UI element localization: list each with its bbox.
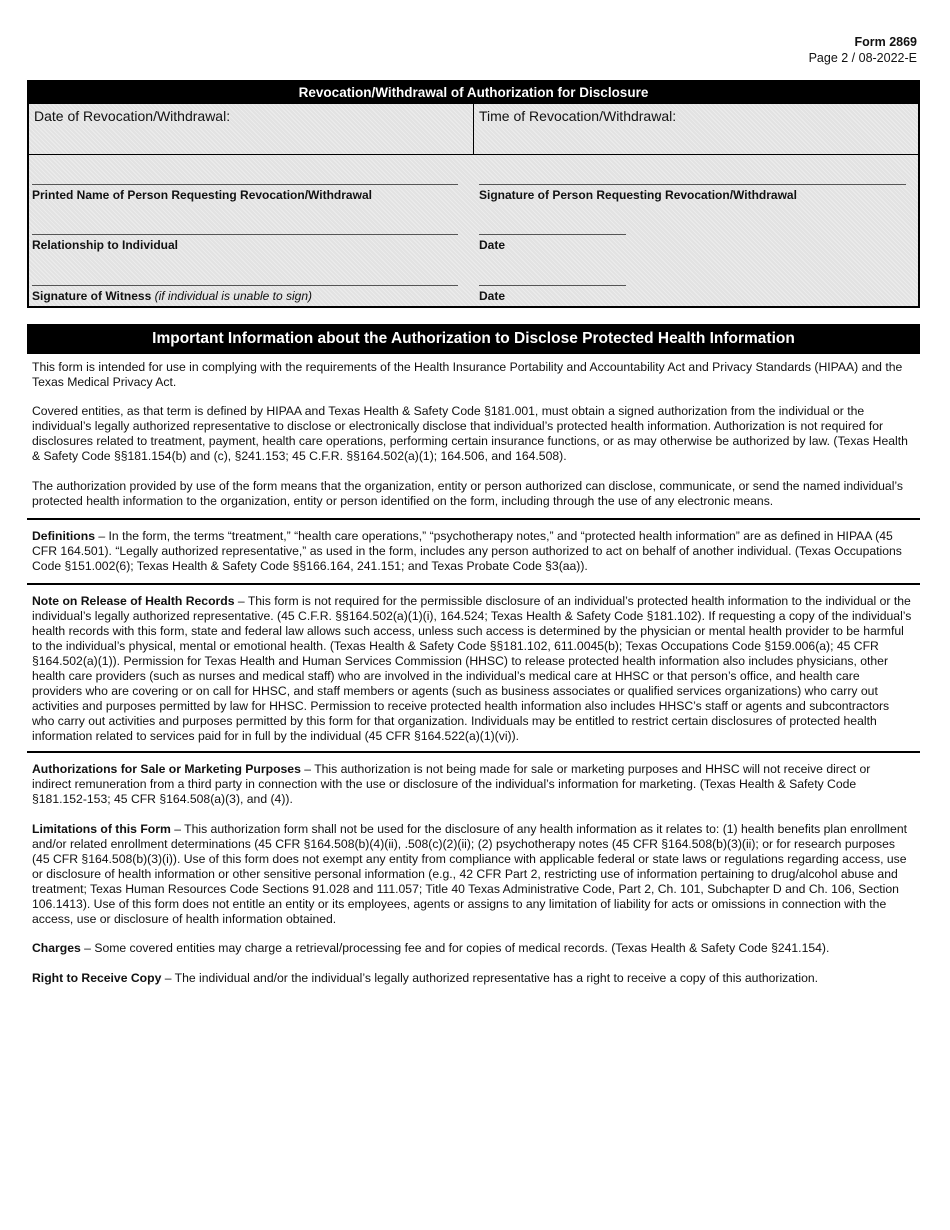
printed-name-field[interactable]	[32, 184, 458, 202]
sale-marketing-text: – This authorization is not being made for sale or marketing purposes and HHSC will not receive direct or indirect remuneration from a third party in connection with the use or disclosure of the individual’s information for marketing. (Texas Health & Safety Code §181.152-153; 45 CFR §164.508(a)(3), and (4)).	[32, 762, 871, 806]
definitions-heading: Definitions	[32, 529, 95, 543]
revocation-time-field[interactable]	[473, 104, 918, 154]
sale-marketing-section	[32, 762, 912, 807]
revocation-date-label: Date of Revocation/Withdrawal:	[34, 108, 231, 124]
paragraph-authorization-use: The authorization provided by use of the form means that the organization, entity or person authorized can disclose, communicate, or send the named individual’s protected health information to the organization, entity or person identified on the form, including through the use of any electronic means.	[32, 479, 904, 508]
release-section	[32, 594, 912, 744]
form-number: Form 2869	[854, 35, 917, 49]
witness-signature-field[interactable]	[32, 285, 458, 303]
right-to-copy-text: – The individual and/or the individual’s legally authorized representative has a right to receive a copy of this authorization.	[161, 971, 819, 985]
release-text: – This form is not required for the permissible disclosure of an individual’s protected health information to the individual or the individual’s legally authorized representative. (45 C.F.R. §§164.502(a)(1)(i), 164.524; Texas Health & Safety Code §181.102). If requesting a copy of the individual’s health records with this form, state and federal law allows such access, unless such access is determined by the physician or mental health provider to be harmful to the individual’s physical, mental or emotional health. (Texas Health & Safety Code §§181.102, 611.0045(b); Texas Occupations Code §159.006(a); 45 CFR §164.502(a)(1)). Permission for Texas Health and Human Services Commission (HHSC) to release protected health information also includes physicians, other health care providers (such as nurses and medical staff) who are involved in the individual’s medical care at HHSC or that person’s office, and health care providers who are covering or on call for HHSC, and staff members or agents (such as business associates or qualified services organizations) who carry out activities and purposes permitted by law for HHSC. Permission to receive protected health information also includes HHSC’s staff or agents and subcontractors who carry out activities and purposes permitted by this form for that organization. Individuals may be entitled to restrict certain disclosures of protected health information related to services paid for in full by the individual (45 CFR §164.522(a)(1)(vi)).	[32, 594, 912, 743]
witness-label: Signature of Witness	[32, 289, 152, 303]
relationship-label: Relationship to Individual	[32, 238, 179, 252]
revocation-time-label: Time of Revocation/Withdrawal:	[479, 108, 677, 124]
relationship-field[interactable]	[32, 234, 458, 252]
release-heading: Note on Release of Health Records	[32, 594, 235, 608]
info-title: Important Information about the Authorization to Disclose Protected Health Information	[27, 324, 920, 354]
right-to-copy-section	[32, 971, 912, 986]
printed-name-label: Printed Name of Person Requesting Revocation/Withdrawal	[32, 188, 372, 202]
requester-signature-label: Signature of Person Requesting Revocation/Withdrawal	[479, 188, 797, 202]
definitions-section	[32, 529, 912, 574]
date-label-1: Date	[479, 238, 506, 252]
charges-heading: Charges	[32, 941, 81, 955]
charges-text: – Some covered entities may charge a retrieval/processing fee and for copies of medical records. (Texas Health & Safety Code §241.154).	[80, 941, 830, 955]
divider	[27, 518, 920, 520]
right-to-copy-heading: Right to Receive Copy	[32, 971, 162, 985]
divider	[27, 583, 920, 585]
limitations-section	[32, 822, 912, 927]
paragraph-hipaa: This form is intended for use in complying with the requirements of the Health Insurance Portability and Accountability Act and Privacy Standards (HIPAA) and the Texas Medical Privacy Act.	[32, 360, 903, 389]
limitations-text: – This authorization form shall not be used for the disclosure of any health information as it relates to: (1) health benefits plan enrollment and/or related enrollment determinations (45 CFR §164.508(b)(4)(ii), .508(c)(2)(ii); (2) psychotherapy notes (45 CFR §164.508(b)(3)(ii); or for research purposes (45 CFR §164.508(b)(3)(i)). Use of this form does not exempt any entity from compliance with applicable federal or state laws or regulations regarding access, use or disclosure of health information or other sensitive personal information (e.g., 42 CFR Part 2, restricting use of information pertaining to drug/alcohol abuse and treatment; Texas Human Resources Code Sections 91.028 and 111.057; Title 40 Texas Administrative Code, Part 2, Ch. 101, Subchapter D and Ch. 106, Section 106.1413). Use of this form does not entitle an entity or its employees, agents or assigns to any limitation of liability for acts or omissions in connection with the access, use or disclosure of health information obtained.	[32, 822, 907, 926]
divider	[27, 751, 920, 753]
page-info: Page 2 / 08-2022-E	[808, 51, 917, 65]
requester-signature-field[interactable]	[479, 184, 906, 202]
paragraph-covered-entities: Covered entities, as that term is defined by HIPAA and Texas Health & Safety Code §181.001, must obtain a signed authorization from the individual or the individual’s legally authorized representative to disclose or electronically disclose that individual’s protected health information. Authorization is not required for disclosures related to treatment, payment, health care operations, performing certain insurance functions, or as may otherwise be authorized by law. (Texas Health & Safety Code §§181.154(b) and (c), §241.153; 45 C.F.R. §§164.502(a)(1); 164.506, and 164.508).	[32, 404, 908, 463]
limitations-heading: Limitations of this Form	[32, 822, 171, 836]
charges-section	[32, 941, 912, 956]
revocation-date-field[interactable]	[29, 104, 473, 154]
witness-note: (if individual is unable to sign)	[154, 289, 313, 303]
sale-marketing-heading: Authorizations for Sale or Marketing Purposes	[32, 762, 301, 776]
date-field-2[interactable]	[479, 285, 626, 303]
date-field-1[interactable]	[479, 234, 626, 252]
date-label-2: Date	[479, 289, 506, 303]
definitions-text: – In the form, the terms “treatment,” “health care operations,” “psychotherapy notes,” and “protected health information” are as defined in HIPAA (45 CFR 164.501). “Legally authorized representative,” as used in the form, includes any person authorized to act on behalf of another individual. (Texas Occupations Code §151.002(6); Texas Health & Safety Code §§166.164, 241.151; and Texas Probate Code §3(aa)).	[32, 529, 902, 573]
revocation-title: Revocation/Withdrawal of Authorization for Disclosure	[29, 82, 918, 104]
form-header	[809, 34, 917, 66]
